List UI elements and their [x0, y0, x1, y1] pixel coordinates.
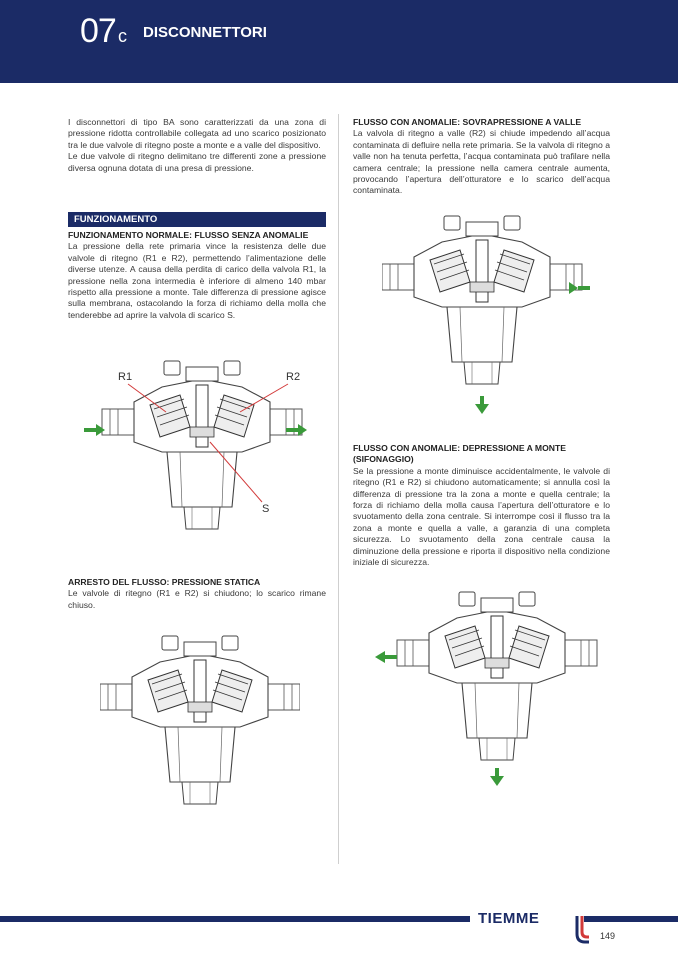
overpressure-title: FLUSSO CON ANOMALIE: SOVRAPRESSIONE A VALLE [353, 117, 582, 127]
static-pressure-block [68, 577, 326, 611]
column-divider [338, 114, 339, 864]
valve-diagram-depression [372, 588, 602, 788]
brand-logo: TIEMME [478, 910, 540, 927]
reverse-flow-arrow-icon [375, 651, 397, 663]
normal-flow-text: La pressione della rete primaria vince la resistenza delle due valvole di ritegno (R1 e R2), permettendo l’alimentazione delle diverse utenze. A causa della perdita di carico della valvola R1, la pressione nella zona intermedia è inferiore di almeno 140 mbar rispetto alla pressione a monte. Tale differenza di pressione agisce sulla membrana, ostacolando la forza di richiamo della molla che tenderebbe ad aprire la valvola di scarico S. [68, 241, 326, 320]
label-r1: R1 [118, 371, 133, 383]
intro-text [68, 117, 326, 174]
drain-arrow-icon [475, 396, 489, 414]
valve-diagram-static-pressure [100, 632, 300, 812]
normal-flow-title: FUNZIONAMENTO NORMALE: FLUSSO SENZA ANOMALIE [68, 230, 309, 240]
depression-text: Se la pressione a monte diminuisce accidentalmente, le valvole di ritegno (R1 e R2) si chiudono automaticamente; si annulla così la differenza di pressione tra la zona a monte e quella centrale; la forza di richiamo della molla causa l’apertura dell’otturatore e lo svuotamento della zona centrale. Si interrompe così il flusso tra la zona a monte e quella a valle, a garanzia di una completa sicurezza. Lo svuotamento della zona centrale causa la diminuzione della pressione e riporta il dispositivo nella condizione iniziale di sicurezza. [353, 465, 610, 568]
static-pressure-text: Le valvole di ritegno (R1 e R2) si chiudono; lo scarico rimane chiuso. [68, 588, 326, 610]
drain-arrow-icon [490, 768, 504, 786]
chapter-number: 07 [80, 12, 116, 50]
footer-bar [0, 916, 470, 922]
valve-diagram-normal-flow [80, 352, 320, 552]
label-r2: R2 [286, 371, 301, 383]
overpressure-block [353, 117, 610, 197]
chapter-header [0, 0, 678, 83]
normal-flow-block [68, 230, 326, 321]
section-title-funzionamento: FUNZIONAMENTO [68, 212, 326, 227]
chapter-letter: c [118, 26, 127, 46]
footer-bar-right [584, 916, 678, 922]
depression-block [353, 443, 610, 568]
intro-paragraph-1: I disconnettori di tipo BA sono caratterizzati da una zona di pressione ridotta controllabile collegata ad uno scarico posizionato tra le due valvole di ritegno poste a monte e a valle del dispositivo. [68, 117, 326, 150]
intro-paragraph-2: Le due valvole di ritegno delimitano tre differenti zone a pressione diversa ognuna dotata di una presa di pressione. [68, 151, 326, 173]
brand-hook-icon [575, 916, 589, 944]
overpressure-text: La valvola di ritegno a valle (R2) si chiude impedendo all’acqua contaminata di defluire nella rete primaria. Se la valvola di ritegno a valle non ha tenuta perfetta, l’acqua contaminata può trafilare nella camera centrale; la pressione nella camera centrale aumenta, provocando l’apertura dell’otturatore e lo scarico dell’acqua contaminata. [353, 128, 610, 196]
depression-title-line-1: FLUSSO CON ANOMALIE: DEPRESSIONE A MONTE [353, 443, 566, 453]
valve-diagram-overpressure [382, 212, 602, 417]
chapter-title: DISCONNETTORI [143, 24, 267, 41]
page-number: 149 [600, 931, 616, 941]
label-s: S [262, 503, 270, 515]
static-pressure-title: ARRESTO DEL FLUSSO: PRESSIONE STATICA [68, 577, 261, 587]
depression-title-line-2: (SIFONAGGIO) [353, 454, 414, 465]
depression-title [353, 443, 610, 466]
